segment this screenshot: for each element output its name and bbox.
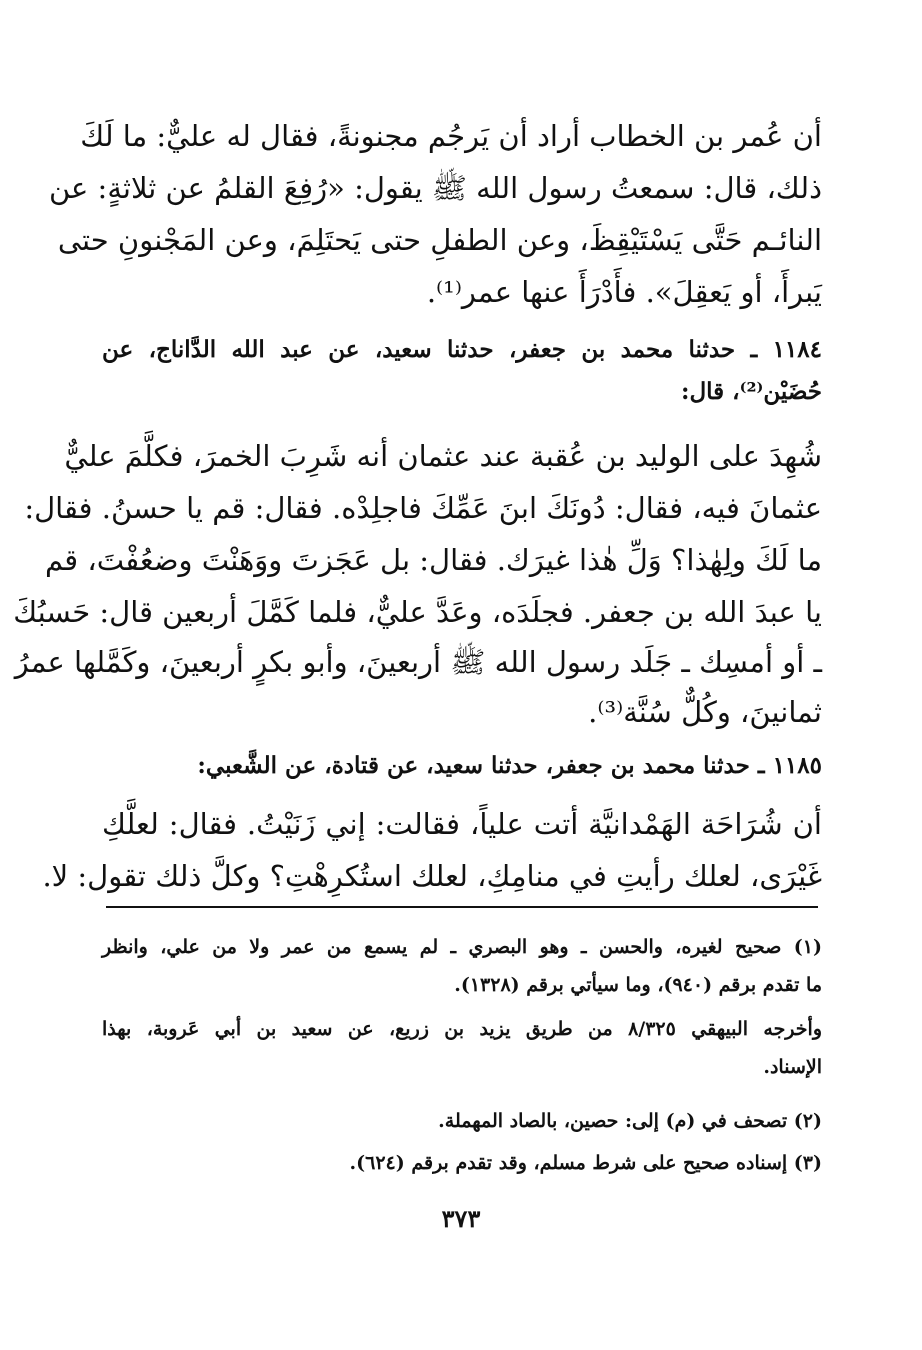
footnote-1-continued: وأخرجه البيهقي ٨/٣٢٥ من طريق يزيد بن زريع، عن سعيد بن أبي عَروبة، بهذا bbox=[102, 1018, 822, 1040]
text-line: يا عبدَ الله بن جعفر. فجلَدَه، وعَدَّ عليٌّ، فلما كَمَّلَ أربعين قال: حَسبُكَ bbox=[13, 595, 822, 629]
text-line: يَبرأَ، أو يَعقِلَ». فأَدْرَأَ عنها عمر⁽¹⁾. bbox=[426, 275, 822, 309]
hadith-chain-1185: ١١٨٥ ـ حدثنا محمد بن جعفر، حدثنا سعيد، عن قتادة، عن الشَّعبي: bbox=[197, 752, 822, 779]
text-line: النائـم حَتَّى يَسْتَيْقِظَ، وعن الطفلِ حتى يَحتَلِمَ، وعن المَجْنونِ حتى bbox=[57, 223, 822, 257]
text-line: أن شُرَاحَة الهَمْدانيَّة أتت علياً، فقالت: إني زَنَيْتُ. فقال: لعلَّكِ bbox=[102, 807, 822, 841]
page-number: ٣٧٣ bbox=[441, 1204, 481, 1233]
text-line: ثمانينَ، وكُلٌّ سُنَّة⁽³⁾. bbox=[588, 695, 822, 729]
footnote-1: ما تقدم برقم (٩٤٠)، وما سيأتي برقم (١٣٢٨). bbox=[454, 974, 822, 996]
footnote-3: (٣) إسناده صحيح على شرط مسلم، وقد تقدم برقم (٦٢٤). bbox=[349, 1152, 822, 1174]
hadith-chain-1184: ١١٨٤ ـ حدثنا محمد بن جعفر، حدثنا سعيد، عن عبد الله الدَّاناج، عن bbox=[102, 336, 822, 363]
text-line: عثمانَ فيه، فقال: دُونَكَ ابنَ عَمِّكَ فاجلِدْه. فقال: قم يا حسنُ. فقال: bbox=[24, 491, 822, 525]
text-line: ما لَكَ ولِهٰذا؟ وَلِّ هٰذا غيرَك. فقال: بل عَجَزتَ ووَهَنْتَ وضعُفْتَ، قم bbox=[45, 543, 822, 577]
text-line: ذلك، قال: سمعتُ رسول الله ﷺ يقول: «رُفِعَ القلمُ عن ثلاثةٍ: عن bbox=[48, 171, 822, 205]
text-line: أن عُمر بن الخطاب أراد أن يَرجُم مجنونةً، فقال له عليٌّ: ما لَكَ bbox=[80, 119, 822, 153]
hadith-chain-1184: حُضَيْن⁽²⁾، قال: bbox=[680, 378, 822, 405]
footnote-1-continued: الإسناد. bbox=[763, 1056, 822, 1078]
footnote-separator bbox=[106, 906, 818, 908]
text-line: غَيْرَى، لعلك رأيتِ في منامِكِ، لعلك استُكرِهْتِ؟ وكلَّ ذلك تقول: لا. bbox=[42, 859, 822, 893]
footnote-2: (٢) تصحف في (م) إلى: حصين، بالصاد المهملة. bbox=[438, 1110, 822, 1132]
text-line: ـ أو أمسِك ـ جَلَد رسول الله ﷺ أربعينَ، وأبو بكرٍ أربعينَ، وكَمَّلها عمرُ bbox=[14, 645, 822, 679]
text-line: شُهِدَ على الوليد بن عُقبة عند عثمان أنه شَرِبَ الخمرَ، فكلَّمَ عليٌّ bbox=[64, 439, 822, 473]
footnote-1: (١) صحيح لغيره، والحسن ـ وهو البصري ـ لم يسمع من عمر ولا من علي، وانظر bbox=[102, 936, 822, 958]
